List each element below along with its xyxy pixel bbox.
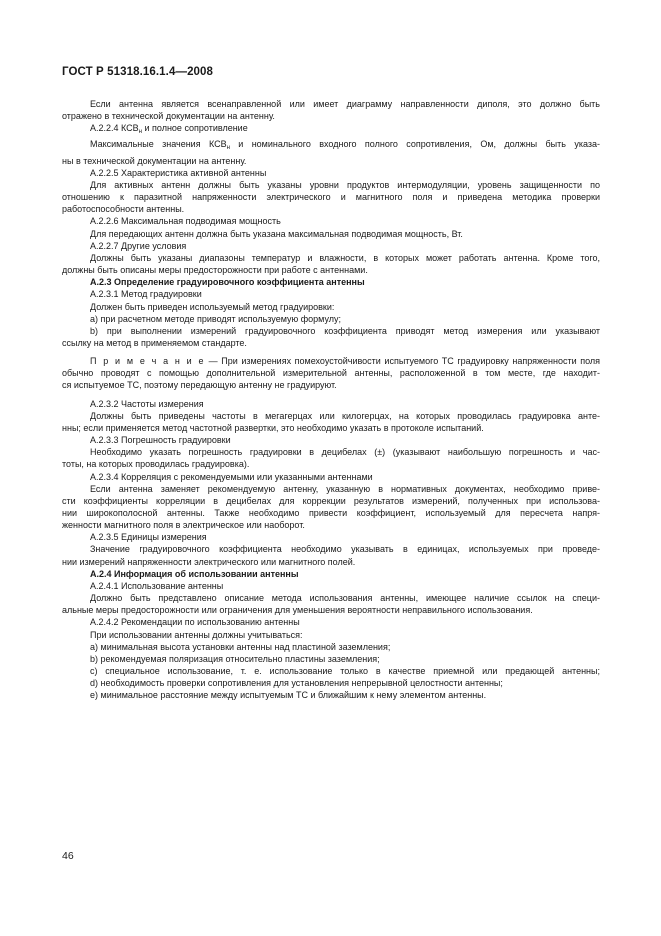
paragraph-line: Значение градуировочного коэффициента необходимо указывать в единицах, используемых при проведе- bbox=[90, 544, 600, 555]
paragraph-line: Максимальные значения $КСВ_н$ и номинального входного полного сопротивления, Ом, должны быть указа- bbox=[90, 139, 600, 152]
paragraph-line: При использовании антенны должны учитываться: bbox=[90, 629, 303, 640]
paragraph-line: Должен быть приведен используемый метод градуировки: bbox=[90, 301, 335, 312]
section-heading-a227: А.2.2.7 Другие условия bbox=[90, 240, 187, 251]
paragraph-line: отражено в технической документации на антенну. bbox=[62, 111, 275, 122]
section-heading-a234: А.2.3.4 Корреляция с рекомендуемыми или указанными антеннами bbox=[90, 471, 373, 482]
paragraph-line: нии измерений напряженности электрического или магнитного полей. bbox=[62, 556, 356, 567]
paragraph-line: женности магнитного поля в электрическое или наоборот. bbox=[62, 520, 305, 531]
section-heading-a231: А.2.3.1 Метод градуировки bbox=[90, 289, 202, 300]
section-heading-a224: А.2.2.4 $КСВ_н$ и полное сопротивление bbox=[90, 123, 248, 136]
list-item: b) рекомендуемая поляризация относительно пластины заземления; bbox=[90, 653, 380, 664]
list-item: а) минимальная высота установки антенны над пластиной заземления; bbox=[90, 641, 391, 652]
section-heading-a225: А.2.2.5 Характеристика активной антенны bbox=[90, 167, 267, 178]
paragraph-line: отношению к паразитной напряженности электрического и магнитного поля и приведена методика проверки bbox=[62, 192, 600, 203]
paragraph-line: нны; если применяется метод частотной развертки, это необходимо указать в протоколе испытаний. bbox=[62, 422, 484, 433]
section-heading-a226: А.2.2.6 Максимальная подводимая мощность bbox=[90, 216, 281, 227]
paragraph-line: работоспособности антенны. bbox=[62, 204, 185, 215]
paragraph-line: ссылку на метод в применяемом стандарте. bbox=[62, 337, 247, 348]
paragraph-line: ны в технической документации на антенну. bbox=[62, 155, 247, 166]
list-item: b) при выполнении измерений градуировочного коэффициента приводят метод измерения или указывают bbox=[90, 325, 600, 336]
paragraph-line: Должны быть приведены частоты в мегагерцах или килогерцах, на которых проводилась градуировка анте- bbox=[90, 410, 600, 421]
paragraph-line: альные меры предосторожности или ограничения для уменьшения вероятности неправильного использования. bbox=[62, 605, 533, 616]
paragraph-line: Необходимо указать погрешность градуировки в децибелах (±) (указывают наибольшую погрешность и час- bbox=[90, 447, 600, 458]
paragraph-line: нии широкополосной антенны. Также необходимо привести коэффициент, используемый для пересчета напря- bbox=[62, 508, 600, 518]
paragraph-line: Для передающих антенн должна быть указана максимальная подводимая мощность, Вт. bbox=[90, 228, 463, 239]
section-heading-a235: А.2.3.5 Единицы измерения bbox=[90, 532, 207, 543]
page-number: 46 bbox=[62, 850, 74, 862]
note-line: П р и м е ч а н и е — При измерениях помехоустойчивости испытуемого ТС градуировку напряженности поля bbox=[90, 356, 601, 367]
section-heading-a241: А.2.4.1 Использование антенны bbox=[90, 580, 224, 591]
paragraph-line: сти коэффициенты корреляции в децибелах для коррекции результатов измерений, полученных при использова- bbox=[62, 495, 600, 506]
list-item: d) необходимость проверки сопротивления для установления непрерывной целостности антенны; bbox=[90, 678, 503, 689]
paragraph-line: Для активных антенн должны быть указаны уровни продуктов интермодуляции, уровень защищенности по bbox=[90, 179, 600, 190]
section-heading-a242: А.2.4.2 Рекомендации по использованию антенны bbox=[90, 617, 300, 628]
note-line: обычно проводят с помощью дополнительной измерительной антенны, расположенной в том месте, где находит- bbox=[62, 368, 600, 379]
list-item: c) специальное использование, т. е. использование только в качестве приемной или предающей антенны; bbox=[90, 666, 600, 677]
section-heading-a24: А.2.4 Информация об использовании антенны bbox=[90, 568, 299, 579]
list-item: а) при расчетном методе приводят используемую формулу; bbox=[90, 313, 341, 324]
paragraph-line: Если антенна заменяет рекомендуемую антенну, указанную в нормативных документах, необходимо приве- bbox=[90, 483, 600, 494]
document-body bbox=[62, 98, 600, 702]
list-item: e) минимальное расстояние между испытуемым ТС и ближайшим к нему элементом антенны. bbox=[90, 690, 487, 701]
section-heading-a232: А.2.3.2 Частоты измерения bbox=[90, 398, 204, 409]
section-heading-a23: А.2.3 Определение градуировочного коэффициента антенны bbox=[90, 277, 365, 288]
paragraph-line: тоты, на которых проводилась градуировка). bbox=[62, 459, 250, 470]
section-heading-a233: А.2.3.3 Погрешность градуировки bbox=[90, 435, 231, 446]
paragraph-line: Если антенна является всенаправленной или имеет диаграмму направленности диполя, это должно быть bbox=[90, 99, 600, 109]
paragraph-line: Должны быть указаны диапазоны температур и влажности, в которых может работать антенна. Кроме того, bbox=[90, 252, 600, 263]
paragraph-line: Должно быть представлено описание метода использования антенны, имеющее наличие ссылок на специ- bbox=[90, 593, 600, 604]
paragraph-line: должны быть описаны меры предосторожности при работе с антеннами. bbox=[62, 265, 368, 276]
note-line: ся испытуемое ТС, поэтому передающую антенну не градуируют. bbox=[62, 380, 337, 391]
note-label: П р и м е ч а н и е bbox=[90, 356, 206, 367]
document-header: ГОСТ Р 51318.16.1.4—2008 bbox=[62, 66, 214, 78]
